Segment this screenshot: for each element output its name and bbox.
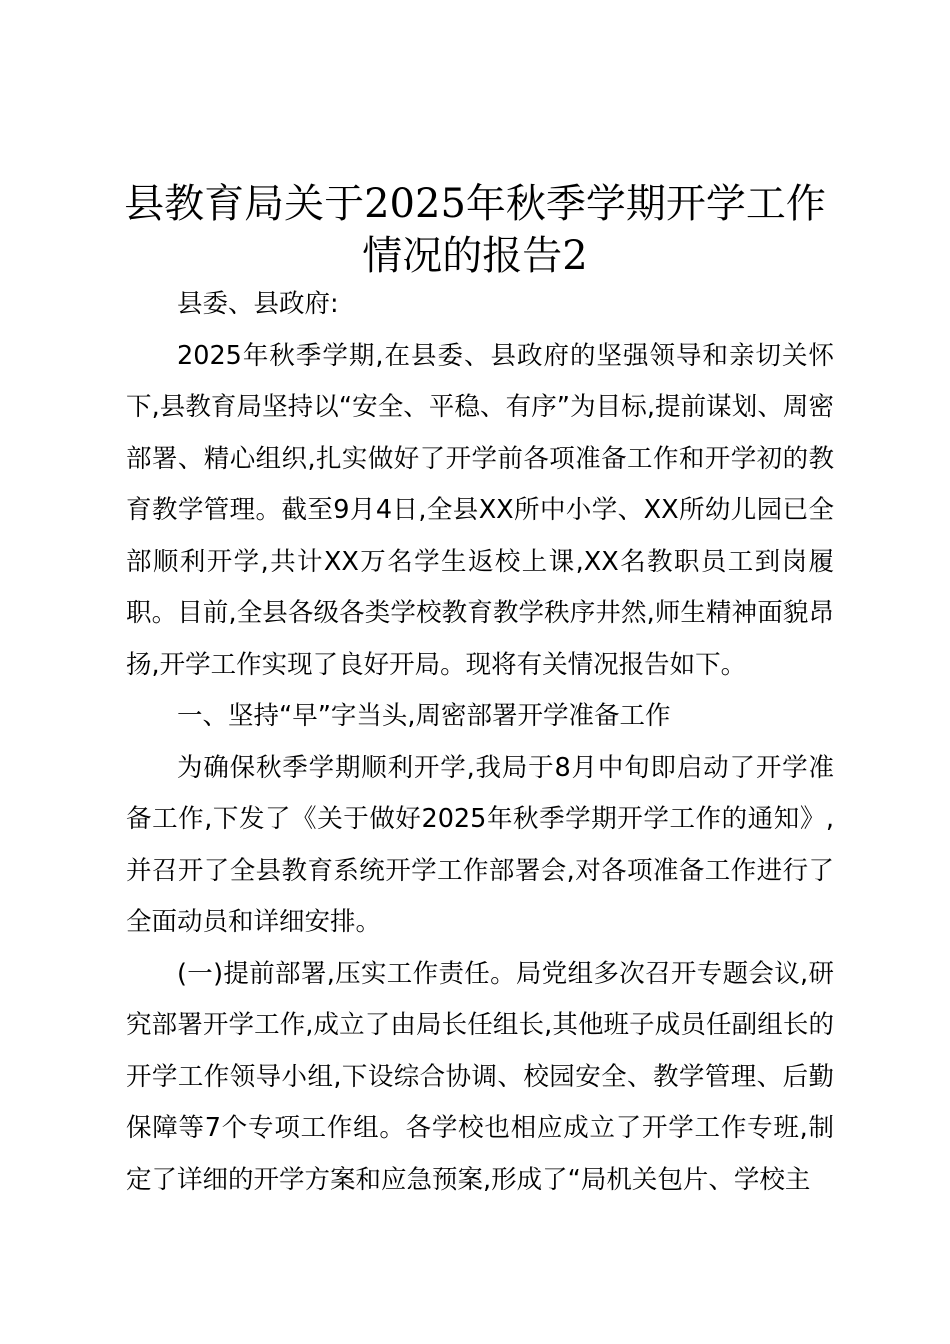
salutation: 县委、县政府:	[177, 289, 339, 319]
paragraph-section-1: 为确保秋季学期顺利开学,我局于8月中旬即启动了开学准备工作,下发了《关于做好2025年秋季学期开学工作的通知》,并召开了全县教育系统开学工作部署会,对各项准备工作进行了全面动员和详细安排。	[126, 752, 834, 937]
section-heading-1: 一、坚持“早”字当头,周密部署开学准备工作	[177, 701, 671, 731]
paragraph-subsection-1: (一)提前部署,压实工作责任。局党组多次召开专题会议,研究部署开学工作,成立了由局长任组长,其他班子成员任副组长的开学工作领导小组,下设综合协调、校园安全、教学管理、后勤保障等7个专项工作组。各学校也相应成立了开学工作专班,制定了详细的开学方案和应急预案,形成了“局机关包片、学校主	[126, 958, 834, 1195]
document-body	[126, 279, 834, 1206]
paragraph-intro: 2025年秋季学期,在县委、县政府的坚强领导和亲切关怀下,县教育局坚持以“安全、平稳、有序”为目标,提前谋划、周密部署、精心组织,扎实做好了开学前各项准备工作和开学初的教育教学管理。截至9月4日,全县XX所中小学、XX所幼儿园已全部顺利开学,共计XX万名学生返校上课,XX名教职员工到岗履职。目前,全县各级各类学校教育教学秩序井然,师生精神面貌昂扬,开学工作实现了良好开局。现将有关情况报告如下。	[126, 340, 834, 680]
document-title: 县教育局关于2025年秋季学期开学工作情况的报告2	[124, 181, 826, 279]
